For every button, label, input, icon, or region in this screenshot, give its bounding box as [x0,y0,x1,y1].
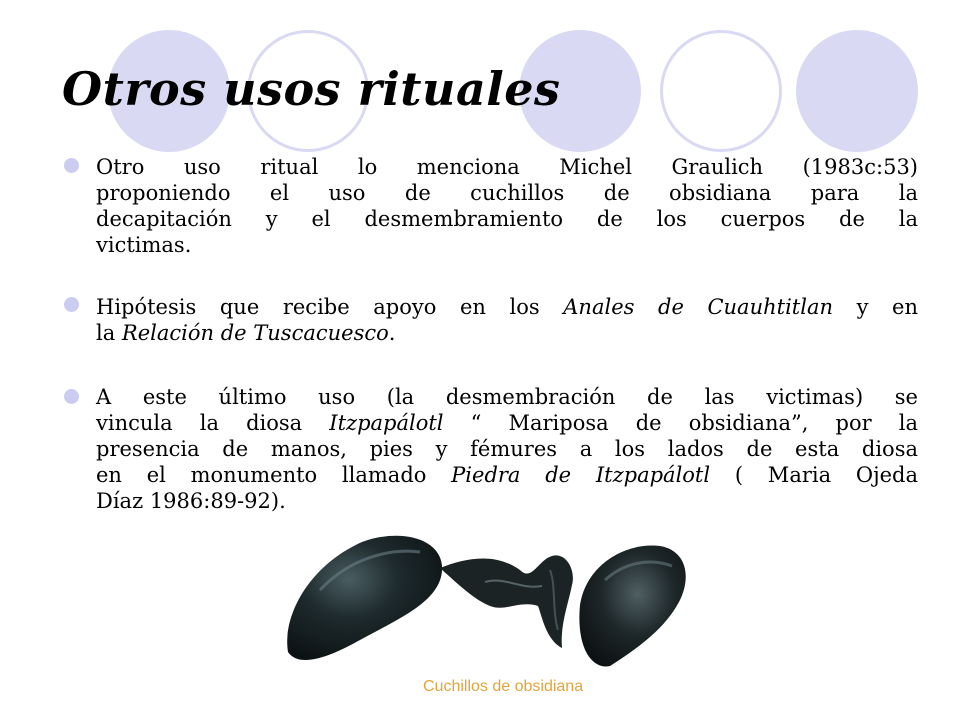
bullet-3-line-5: Díaz 1986:89-92). [96,489,286,513]
obsidian-knives-image [280,530,700,675]
bullet-3-line-4: en el monumento llamado Piedra de Itzpapálotl ( Maria Ojeda [96,463,918,487]
image-caption: Cuchillos de obsidiana [423,678,584,695]
decor-circle-3 [796,30,918,152]
bullet-3-line-3: presencia de manos, pies y fémures a los lados de esta diosa [96,437,918,461]
bullet-1-line-4: victimas. [96,233,192,257]
bullet-dot [64,158,79,173]
knife-center [440,555,573,648]
bullet-3-line-2: vincula la diosa Itzpapálotl “ Mariposa de obsidiana”, por la [96,411,918,435]
bullet-2-line-2: la Relación de Tuscacuesco. [96,321,396,345]
bullet-dot [64,297,79,312]
decor-ring-2 [660,30,782,152]
slide-title: Otros usos rituales [62,62,561,116]
bullet-1-line-3: decapitación y el desmembramiento de los cuerpos de la [96,207,918,231]
bullet-1-line-1: Otro uso ritual lo menciona Michel Graulich (1983c:53) [96,155,918,179]
bullet-2-line-1: Hipótesis que recibe apoyo en los Anales de Cuauhtitlan y en [96,295,918,319]
knife-left [287,536,442,660]
bullet-1-line-2: proponiendo el uso de cuchillos de obsidiana para la [96,181,918,205]
bullet-3-line-1: A este último uso (la desmembración de las victimas) se [96,385,918,409]
bullet-dot [64,389,79,404]
